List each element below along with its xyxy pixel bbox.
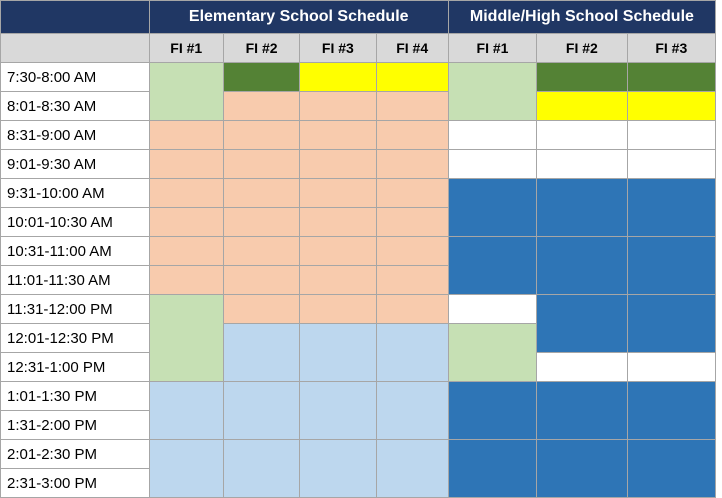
time-slot: 9:31-10:00 AM — [1, 179, 150, 208]
time-slot: 11:01-11:30 AM — [1, 266, 150, 295]
block-elem-fi1-peach — [149, 266, 223, 295]
block-elem-fi1-afternoon — [149, 382, 223, 440]
table-row — [1, 121, 716, 150]
block-elem-fi2-peach — [223, 266, 299, 295]
block-elem-fi3-peach — [300, 295, 376, 324]
block-elem-fi4-peach — [376, 150, 448, 179]
block-mh-fi3-class — [627, 382, 715, 440]
block-mh-fi2-class — [537, 179, 627, 237]
block-mh-fi1-class — [448, 179, 536, 237]
block-mh-fi3-open — [627, 121, 715, 150]
block-elem-fi2-peach — [223, 179, 299, 208]
block-mh-fi3-class — [627, 440, 715, 498]
block-mh-fi3-second — [627, 92, 715, 121]
time-slot: 2:01-2:30 PM — [1, 440, 150, 469]
block-elem-fi1-early — [149, 63, 223, 121]
block-mh-fi1-open — [448, 295, 536, 324]
time-slot: 10:31-11:00 AM — [1, 237, 150, 266]
time-slot: 1:31-2:00 PM — [1, 411, 150, 440]
block-mh-fi1-early — [448, 63, 536, 121]
block-elem-fi3-first — [300, 63, 376, 92]
block-elem-fi2-peach — [223, 150, 299, 179]
time-slot: 9:01-9:30 AM — [1, 150, 150, 179]
block-mh-fi3-open — [627, 150, 715, 179]
block-elem-fi1-peach — [149, 208, 223, 237]
block-mh-fi2-class — [537, 295, 627, 353]
block-elem-fi1-midday — [149, 295, 223, 382]
block-elem-fi2-first — [223, 63, 299, 92]
block-mh-fi3-class — [627, 295, 715, 353]
block-mh-fi2-open — [537, 150, 627, 179]
block-mh-fi1-midday — [448, 324, 536, 382]
block-mh-fi1-open — [448, 121, 536, 150]
time-slot: 12:01-12:30 PM — [1, 324, 150, 353]
block-mh-fi2-second — [537, 92, 627, 121]
block-elem-fi4-peach — [376, 237, 448, 266]
table-row — [1, 92, 716, 121]
time-slot: 1:01-1:30 PM — [1, 382, 150, 411]
col-elem-fi1: FI #1 — [149, 34, 223, 63]
table-row — [1, 63, 716, 92]
time-slot: 8:31-9:00 AM — [1, 121, 150, 150]
block-elem-fi4-peach — [376, 266, 448, 295]
block-elem-fi3-peach — [300, 266, 376, 295]
block-mh-fi1-class — [448, 382, 536, 440]
block-mh-fi2-open — [537, 121, 627, 150]
block-elem-fi3-peach — [300, 121, 376, 150]
block-elem-fi3-peach — [300, 179, 376, 208]
col-elem-fi2: FI #2 — [223, 34, 299, 63]
block-elem-fi3-peach — [300, 92, 376, 121]
block-elem-fi4-peach — [376, 92, 448, 121]
block-elem-fi3-peach — [300, 208, 376, 237]
table-row — [1, 150, 716, 179]
block-mh-fi2-class — [537, 382, 627, 440]
time-slot: 2:31-3:00 PM — [1, 469, 150, 498]
block-elem-fi2-peach — [223, 295, 299, 324]
block-elem-fi3-afternoon — [300, 440, 376, 498]
block-elem-fi1-peach — [149, 179, 223, 208]
block-mh-fi1-open — [448, 150, 536, 179]
block-mh-fi3-class — [627, 237, 715, 295]
table-row — [1, 179, 716, 208]
block-mh-fi2-class — [537, 237, 627, 295]
block-elem-fi1-afternoon — [149, 440, 223, 498]
elementary-schedule-title: Elementary School Schedule — [149, 1, 448, 34]
block-elem-fi4-peach — [376, 208, 448, 237]
col-mh-fi3: FI #3 — [627, 34, 715, 63]
col-mh-fi2: FI #2 — [537, 34, 627, 63]
header-corner — [1, 1, 150, 34]
block-elem-fi4-first — [376, 63, 448, 92]
time-slot: 12:31-1:00 PM — [1, 353, 150, 382]
block-mh-fi3-open — [627, 353, 715, 382]
block-elem-fi2-peach — [223, 92, 299, 121]
time-slot: 11:31-12:00 PM — [1, 295, 150, 324]
block-elem-fi3-afternoon — [300, 382, 376, 440]
middle-high-schedule-title: Middle/High School Schedule — [448, 1, 715, 34]
block-elem-fi2-peach — [223, 237, 299, 266]
block-elem-fi2-afternoon — [223, 324, 299, 382]
block-mh-fi2-class — [537, 440, 627, 498]
block-elem-fi4-afternoon — [376, 440, 448, 498]
time-slot: 10:01-10:30 AM — [1, 208, 150, 237]
table-row — [1, 295, 716, 324]
block-elem-fi1-peach — [149, 150, 223, 179]
col-elem-fi4: FI #4 — [376, 34, 448, 63]
block-elem-fi4-peach — [376, 179, 448, 208]
block-elem-fi3-peach — [300, 150, 376, 179]
block-elem-fi1-peach — [149, 121, 223, 150]
block-elem-fi2-afternoon — [223, 440, 299, 498]
block-elem-fi4-peach — [376, 295, 448, 324]
col-mh-fi1: FI #1 — [448, 34, 536, 63]
block-mh-fi1-class — [448, 440, 536, 498]
block-elem-fi3-peach — [300, 237, 376, 266]
block-mh-fi3-class — [627, 179, 715, 237]
table-row — [1, 382, 716, 411]
time-slot: 8:01-8:30 AM — [1, 92, 150, 121]
block-elem-fi4-peach — [376, 121, 448, 150]
table-row — [1, 440, 716, 469]
block-mh-fi3-first — [627, 63, 715, 92]
block-elem-fi2-peach — [223, 208, 299, 237]
subheader-corner — [1, 34, 150, 63]
block-elem-fi2-peach — [223, 121, 299, 150]
block-elem-fi2-afternoon — [223, 382, 299, 440]
block-mh-fi2-open — [537, 353, 627, 382]
table-row — [1, 237, 716, 266]
block-mh-fi1-class — [448, 237, 536, 295]
col-elem-fi3: FI #3 — [300, 34, 376, 63]
block-mh-fi2-first — [537, 63, 627, 92]
block-elem-fi3-afternoon — [300, 324, 376, 382]
block-elem-fi1-peach — [149, 237, 223, 266]
block-elem-fi4-afternoon — [376, 382, 448, 440]
time-slot: 7:30-8:00 AM — [1, 63, 150, 92]
block-elem-fi4-afternoon — [376, 324, 448, 382]
